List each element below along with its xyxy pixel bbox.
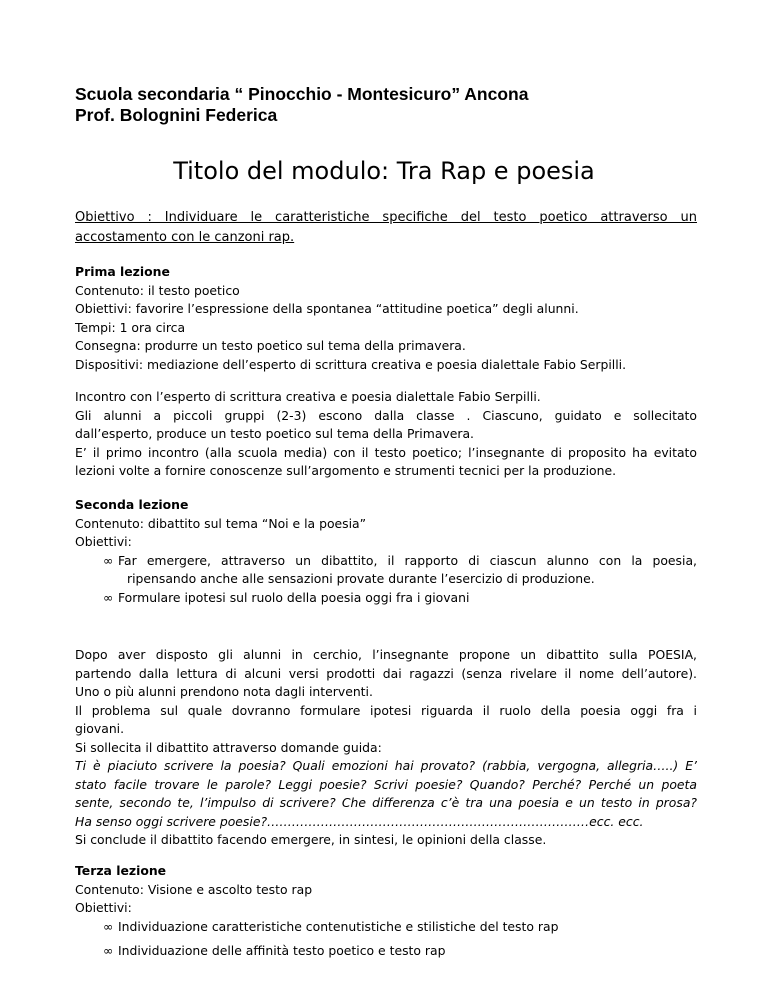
lesson-goals-label: Obiettivi: [75, 900, 132, 915]
objective-line: accostamento con le canzoni rap. [75, 230, 295, 245]
infinity-bullet-icon: ∞ [103, 552, 114, 568]
question-line: Ti è piaciuto scrivere la poesia? Quali emozioni hai provato? (rabbia, vergogna, allegria…..) E’ [75, 758, 697, 773]
lesson-devices: Dispositivi: mediazione dell’esperto di scrittura creativa e poesia dialettale Fabio Serpilli. [75, 356, 627, 372]
paragraph-line: dall’esperto, produce un testo poetico sul tema della Primavera. [75, 426, 474, 441]
school-name: Scuola secondaria “ Pinocchio - Montesicuro” Ancona [75, 84, 529, 104]
question-line: Ha senso oggi scrivere poesie?……………………………………………………………………ecc. ecc. [75, 813, 644, 829]
module-title: Titolo del modulo: Tra Rap e poesia [173, 157, 595, 185]
goal-bullet [75, 942, 697, 961]
paragraph-line: Si sollecita il dibattito attraverso domande guida: [75, 739, 382, 755]
objective-line: Obiettivo : Individuare le caratteristiche specifiche del testo poetico attraverso un [75, 210, 697, 225]
question-line: stato facile trovare le parole? Leggi poesie? Scrivi poesie? Quando? Perché? Perché un poeta [75, 776, 697, 792]
lesson-time: Tempi: 1 ora circa [75, 319, 186, 335]
lesson-heading: Prima lezione [75, 264, 170, 279]
infinity-bullet-icon: ∞ [103, 918, 114, 934]
paragraph-line: Dopo aver disposto gli alunni in cerchio, l’insegnante propone un dibattito sulla POESIA, [75, 647, 697, 662]
lesson-goals-label: Obiettivi: [75, 534, 132, 549]
lesson-1-paragraph [75, 388, 697, 481]
lesson-content: Contenuto: dibattito sul tema “Noi e la poesia” [75, 515, 367, 531]
infinity-bullet-icon: ∞ [103, 589, 114, 605]
paragraph-line: E’ il primo incontro (alla scuola media) con il testo poetico; l’insegnante di proposito ha evitato [75, 444, 697, 460]
lesson-content: Contenuto: Visione e ascolto testo rap [75, 881, 313, 897]
paragraph-line: giovani. [75, 721, 125, 736]
lesson-heading: Seconda lezione [75, 497, 189, 512]
goal-bullet [75, 552, 697, 571]
bullet-text: Far emergere, attraverso un dibattito, il rapporto di ciascun alunno con la poesia, [118, 552, 697, 568]
lesson-3 [75, 862, 697, 960]
bullet-text: Individuazione delle affinità testo poetico e testo rap [118, 942, 446, 958]
lesson-2-paragraph [75, 646, 697, 850]
bullet-text: Individuazione caratteristiche contenutistiche e stilistiche del testo rap [118, 918, 559, 934]
paragraph-line: partendo dalla lettura di alcuni versi prodotti dai ragazzi (senza rivelare il nome dell’autore). [75, 665, 697, 681]
objective [75, 208, 697, 248]
paragraph-line: lezioni volte a fornire conoscenze sull’argomento e strumenti tecnici per la produzione. [75, 463, 617, 478]
paragraph-line: Si conclude il dibattito facendo emergere, in sintesi, le opinioni della classe. [75, 832, 547, 847]
lesson-goals: Obiettivi: favorire l’espressione della spontanea “attitudine poetica” degli alunni. [75, 301, 579, 316]
lesson-task: Consegna: produrre un testo poetico sul tema della primavera. [75, 338, 466, 353]
question-line: sente, secondo te, l’impulso di scrivere? Che differenza c’è tra una poesia e un testo in prosa? [75, 795, 697, 810]
teacher-name: Prof. Bolognini Federica [75, 105, 278, 125]
bullet-text: Formulare ipotesi sul ruolo della poesia oggi fra i giovani [118, 589, 470, 605]
lesson-2 [75, 496, 697, 607]
bullet-continuation: ripensando anche alle sensazioni provate durante l’esercizio di produzione. [127, 571, 595, 586]
infinity-bullet-icon: ∞ [103, 942, 114, 958]
lesson-1 [75, 263, 697, 374]
document-header [75, 84, 715, 126]
goal-bullet [75, 918, 697, 942]
lesson-heading: Terza lezione [75, 863, 167, 878]
paragraph-line: Gli alunni a piccoli gruppi (2-3) escono dalla classe . Ciascuno, guidato e sollecitato [75, 407, 697, 423]
paragraph-line: Uno o più alunni prendono nota dagli interventi. [75, 684, 373, 699]
goal-bullet [75, 589, 697, 608]
paragraph-line: Incontro con l’esperto di scrittura creativa e poesia dialettale Fabio Serpilli. [75, 389, 541, 404]
lesson-content: Contenuto: il testo poetico [75, 282, 240, 298]
paragraph-line: Il problema sul quale dovranno formulare ipotesi riguarda il ruolo della poesia oggi fra i [75, 702, 697, 718]
